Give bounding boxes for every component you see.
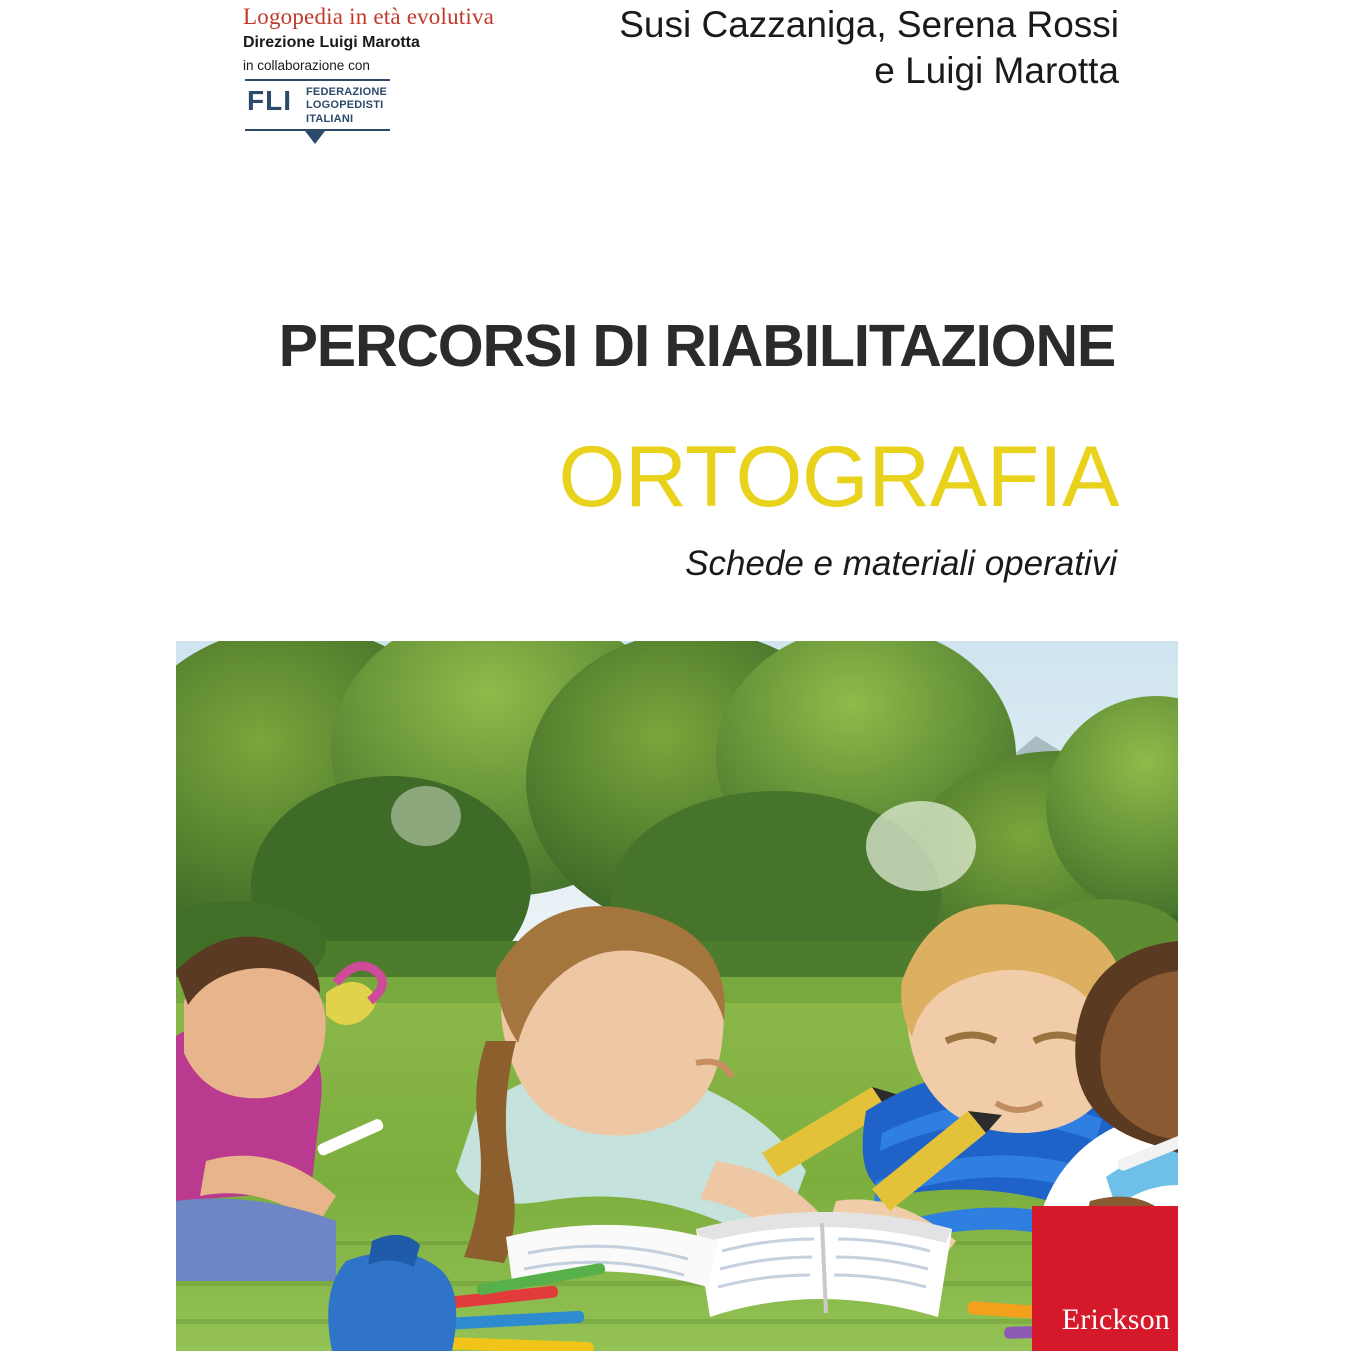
cover-photo-illustration [176, 641, 1178, 1351]
fli-word-line-1: FEDERAZIONE [306, 86, 388, 98]
author-line-1: Susi Cazzaniga, Serena Rossi [619, 4, 1119, 45]
fli-wordmark [306, 86, 387, 126]
fli-logo-icon [245, 79, 390, 147]
series-main-title: PERCORSI DI RIABILITAZIONE [278, 313, 1115, 379]
series-collection-title: Logopedia in età evolutiva [243, 4, 495, 29]
fli-word-line-3: ITALIANI [306, 112, 354, 125]
author-line-2: e Luigi Marotta [874, 50, 1119, 92]
author-names [619, 2, 1119, 95]
fli-word-line-2: LOGOPEDISTI [306, 99, 384, 112]
page-title: ORTOGRAFIA [558, 429, 1119, 525]
series-block [243, 4, 663, 73]
fli-monogram: FLI [247, 85, 292, 116]
fli-chevron-icon [305, 131, 325, 144]
series-collaboration-label: in collaborazione con [243, 58, 370, 74]
book-subtitle: Schede e materiali operativi [685, 544, 1117, 583]
fli-rule-top [245, 79, 390, 81]
series-direction: Direzione Luigi Marotta [243, 34, 420, 52]
publisher-badge [1032, 1206, 1178, 1351]
cover-photo [176, 641, 1178, 1351]
publisher-name: Erickson [1061, 1303, 1170, 1336]
open-notebook [696, 1212, 952, 1317]
